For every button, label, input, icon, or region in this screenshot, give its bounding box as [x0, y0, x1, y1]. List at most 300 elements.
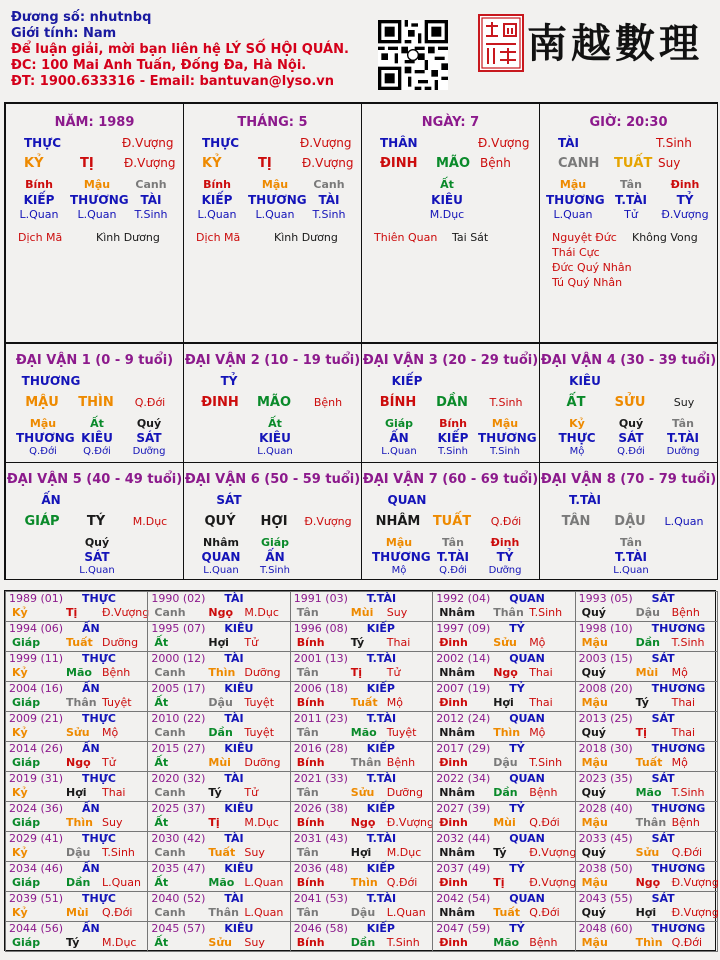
pillar-top-state: T.Sinh	[656, 136, 692, 150]
year-label: 2042 (54)	[436, 892, 491, 905]
year-chi: Dậu	[493, 756, 518, 769]
year-label: 2005 (17)	[151, 682, 206, 695]
year-chi: Dần	[635, 636, 660, 649]
year-chi: Thìn	[350, 876, 378, 889]
year-can: Quý	[581, 726, 606, 739]
dai-van-god: ẤN	[41, 493, 61, 507]
dv-hidden-stem: Ất	[268, 417, 282, 430]
qr-code-icon	[378, 20, 448, 90]
year-state: Thai	[529, 666, 553, 679]
year-chi: Mùi	[350, 606, 374, 619]
year-state: Dưỡng	[244, 666, 281, 679]
dv-hidden-stem: Mậu	[29, 417, 57, 430]
year-can: Ất	[154, 696, 169, 709]
year-can: Canh	[154, 906, 186, 919]
dv-hidden-life: L.Quan	[203, 565, 239, 576]
pillar-title: NGÀY: 7	[421, 115, 480, 130]
year-state: Thai	[529, 696, 553, 709]
dv-hidden-life: Mộ	[569, 446, 585, 457]
year-chi: Dần	[208, 726, 233, 739]
year-chi: Hợi	[208, 636, 229, 649]
year-chi: Mùi	[208, 756, 231, 769]
pillar-branch-god: TỊ	[80, 156, 94, 171]
year-label: 2019 (31)	[9, 772, 64, 785]
dai-van-state: Q.Đới	[134, 396, 166, 409]
year-state: Dưỡng	[102, 636, 139, 649]
year-can: Đinh	[439, 756, 468, 769]
year-state: Suy	[386, 606, 408, 619]
year-can: Kỷ	[12, 666, 28, 679]
year-can: Giáp	[12, 756, 41, 769]
year-label: 2006 (18)	[293, 682, 348, 695]
year-cell	[147, 741, 290, 772]
contact-line-3: ĐT: 1900.633316 - Email: bantuvan@lyso.vn	[11, 74, 335, 89]
year-chi: Ngọ	[350, 816, 376, 829]
dv-hidden-life: L.Quan	[257, 446, 293, 457]
year-chi: Tị	[350, 666, 363, 679]
year-state: M.Dục	[244, 816, 279, 829]
year-chi: Dậu	[66, 846, 91, 859]
year-label: 2015 (27)	[151, 742, 206, 755]
year-label: 2047 (59)	[436, 922, 491, 935]
year-god: THƯƠNG	[651, 802, 706, 815]
dai-van-chi: MÃO	[256, 395, 292, 410]
hidden-life: T.Sinh	[134, 208, 168, 221]
dv-hidden-god: T.TÀI	[667, 431, 699, 445]
star-label: Tú Quý Nhân	[552, 276, 623, 289]
year-cell	[147, 861, 290, 892]
year-label: 2027 (39)	[436, 802, 491, 815]
dv-hidden-stem: Tân	[672, 417, 694, 430]
year-cell	[290, 801, 433, 832]
year-cell	[575, 831, 718, 862]
year-can: Tân	[296, 606, 319, 619]
year-state: Suy	[102, 816, 123, 829]
year-cell	[147, 591, 290, 622]
year-cell	[5, 921, 148, 952]
year-chi: Mão	[635, 786, 662, 799]
year-cell	[290, 771, 433, 802]
year-state: Thai	[671, 696, 696, 709]
star-label: Dịch Mã	[18, 231, 63, 244]
year-label: 2029 (41)	[9, 832, 64, 845]
hidden-god: KIẾP	[201, 193, 233, 207]
year-can: Kỷ	[12, 786, 28, 799]
year-god: KIẾP	[366, 742, 395, 755]
hidden-god: THƯƠNG	[70, 193, 129, 207]
year-label: 1990 (02)	[151, 592, 206, 605]
year-label: 2004 (16)	[9, 682, 64, 695]
year-god: THƯƠNG	[651, 922, 706, 935]
year-chi: Thìn	[493, 726, 521, 739]
year-can: Mậu	[581, 696, 608, 709]
red-seal-icon	[478, 14, 524, 72]
year-chi: Thìn	[66, 816, 93, 829]
year-chi: Tuất	[493, 906, 520, 919]
year-cell	[290, 681, 433, 712]
year-state: Q.Đới	[671, 846, 703, 859]
pillar-title: THÁNG: 5	[237, 115, 308, 130]
year-god: THỰC	[82, 772, 116, 785]
dv-hidden-god: THƯƠNG	[372, 550, 431, 564]
year-label: 2044 (56)	[9, 922, 64, 935]
year-cell	[575, 591, 718, 622]
dv-hidden-god: ẤN	[265, 550, 285, 564]
year-label: 1989 (01)	[9, 592, 64, 605]
year-can: Kỷ	[12, 606, 28, 619]
year-state: Mộ	[671, 756, 688, 769]
year-chi: Tuất	[208, 846, 236, 859]
year-chi: Sửu	[66, 726, 90, 739]
dai-van-god: THƯƠNG	[21, 374, 81, 388]
year-cell	[147, 711, 290, 742]
hidden-stem: Bính	[203, 178, 231, 191]
year-label: 2031 (43)	[293, 832, 348, 845]
year-label: 2001 (13)	[293, 652, 348, 665]
pillar-branch-state: Đ.Vượng	[302, 156, 354, 170]
year-chi: Tý	[208, 786, 222, 799]
year-chi: Thân	[493, 606, 524, 619]
year-label: 2046 (58)	[293, 922, 348, 935]
dai-van-2	[183, 343, 362, 463]
year-label: 1994 (06)	[9, 622, 64, 635]
year-can: Tân	[296, 906, 319, 919]
year-chi: Ngọ	[635, 876, 661, 889]
year-can: Tân	[296, 666, 319, 679]
year-chi: Dậu	[208, 696, 233, 709]
year-cell	[5, 891, 148, 922]
year-cell	[432, 741, 575, 772]
year-can: Mậu	[581, 936, 608, 949]
year-chi: Mùi	[493, 816, 516, 829]
dv-hidden-life: Dưỡng	[488, 565, 522, 576]
dai-van-can: ĐINH	[201, 395, 239, 410]
year-god: QUAN	[509, 652, 545, 665]
hidden-life: L.Quan	[77, 208, 117, 221]
year-can: Đinh	[439, 636, 468, 649]
year-god: SÁT	[651, 592, 675, 605]
year-god: T.TÀI	[366, 592, 397, 605]
year-state: Đ.Vượng	[529, 876, 577, 889]
year-god: TÀI	[224, 592, 244, 605]
year-chi: Sửu	[208, 936, 232, 949]
pillar-title: NĂM: 1989	[54, 115, 135, 130]
dv-hidden-god: TỶ	[496, 550, 514, 564]
year-label: 2023 (35)	[578, 772, 633, 785]
year-can: Ất	[154, 756, 169, 769]
year-cell	[432, 591, 575, 622]
year-can: Bính	[296, 816, 325, 829]
year-label: 2014 (26)	[9, 742, 64, 755]
year-cell	[147, 891, 290, 922]
year-cell	[575, 651, 718, 682]
hidden-life: Tử	[624, 208, 638, 221]
year-can: Giáp	[12, 876, 41, 889]
year-can: Nhâm	[439, 846, 476, 859]
year-chi: Hợi	[350, 846, 372, 859]
year-cell	[5, 621, 148, 652]
dai-van-5	[5, 462, 184, 580]
year-state: Q.Đới	[671, 936, 703, 949]
year-god: THỰC	[82, 652, 116, 665]
dv-hidden-life: Q.Đới	[617, 446, 645, 457]
year-god: TỶ	[509, 622, 525, 635]
contact-line-1: Để luận giải, mời bạn liên hệ LÝ SỐ HỘI QUÁN.	[11, 42, 349, 57]
dv-hidden-stem: Quý	[84, 536, 110, 549]
dai-van-title: ĐẠI VẬN 4 (30 - 39 tuổi)	[540, 353, 717, 368]
year-god: ẤN	[82, 802, 100, 815]
year-god: KIẾP	[366, 682, 395, 695]
hidden-life: L.Quan	[19, 208, 59, 221]
year-can: Bính	[296, 876, 325, 889]
pillar-branch-state: Đ.Vượng	[124, 156, 176, 170]
hidden-god: KIÊU	[431, 193, 463, 207]
year-table	[4, 590, 719, 951]
dai-van-can: MẬU	[25, 395, 59, 410]
year-can: Nhâm	[439, 726, 476, 739]
year-god: T.TÀI	[366, 832, 397, 845]
star-label: Nguyệt Đức	[552, 231, 617, 244]
year-label: 2017 (29)	[436, 742, 491, 755]
year-state: T.Sinh	[102, 846, 135, 859]
year-can: Canh	[154, 786, 186, 799]
year-can: Quý	[581, 666, 606, 679]
year-label: 2007 (19)	[436, 682, 491, 695]
year-cell	[575, 711, 718, 742]
dai-van-8	[539, 462, 718, 580]
hidden-god: THƯƠNG	[546, 193, 605, 207]
dai-van-god: KIẾP	[391, 374, 423, 388]
dai-van-can: NHÂM	[375, 514, 421, 529]
year-god: SÁT	[651, 892, 675, 905]
dai-van-title: ĐẠI VẬN 8 (70 - 79 tuổi)	[540, 472, 717, 487]
hidden-god: TÀI	[140, 193, 162, 207]
year-cell	[290, 591, 433, 622]
year-god: TÀI	[224, 772, 244, 785]
year-chi: Mão	[350, 726, 377, 739]
year-cell	[5, 741, 148, 772]
year-can: Ất	[154, 876, 169, 889]
year-chi: Thìn	[635, 936, 663, 949]
year-cell	[432, 711, 575, 742]
year-can: Ất	[154, 936, 169, 949]
year-cell	[147, 801, 290, 832]
year-can: Nhâm	[439, 786, 476, 799]
year-god: KIẾP	[366, 802, 395, 815]
dv-hidden-life: T.Sinh	[260, 565, 290, 576]
year-state: T.Sinh	[671, 636, 705, 649]
brand-logo: 南越數理	[527, 20, 703, 67]
year-cell	[5, 681, 148, 712]
year-can: Đinh	[439, 876, 468, 889]
year-chi: Dần	[66, 876, 91, 889]
hidden-god: T.TÀI	[615, 193, 647, 207]
dai-van-chi: TÝ	[86, 514, 106, 529]
hidden-stem: Mậu	[83, 178, 111, 191]
year-cell	[5, 831, 148, 862]
year-can: Giáp	[12, 696, 41, 709]
year-label: 2008 (20)	[578, 682, 633, 695]
year-state: Đ.Vượng	[386, 816, 434, 829]
pillar-branch-god: MÃO	[436, 156, 471, 171]
dai-van-god: SÁT	[216, 493, 242, 507]
year-label: 2011 (23)	[293, 712, 348, 725]
year-can: Bính	[296, 636, 325, 649]
dv-hidden-life: T.Sinh	[438, 446, 468, 457]
hidden-life: L.Quan	[553, 208, 593, 221]
year-can: Quý	[581, 606, 606, 619]
dai-van-state: Đ.Vượng	[304, 515, 352, 528]
year-god: THỰC	[82, 712, 116, 725]
dv-hidden-god: KIÊU	[259, 431, 291, 445]
year-god: TÀI	[224, 832, 244, 845]
dai-van-4	[539, 343, 718, 463]
year-chi: Sửu	[493, 636, 517, 649]
year-label: 2039 (51)	[9, 892, 64, 905]
dv-hidden-god: THƯƠNG	[478, 431, 537, 445]
dv-hidden-life: T.Sinh	[490, 446, 520, 457]
dai-van-chi: DẬU	[614, 514, 646, 529]
year-cell	[147, 921, 290, 952]
year-cell	[5, 861, 148, 892]
dv-hidden-stem: Kỷ	[569, 417, 585, 430]
year-cell	[432, 621, 575, 652]
pillar-top-state: Đ.Vượng	[300, 136, 352, 150]
year-god: KIÊU	[224, 682, 254, 695]
dv-hidden-god: KIẾP	[437, 431, 469, 445]
dai-van-chi: THÌN	[78, 395, 114, 410]
dv-hidden-god: THƯƠNG	[16, 431, 75, 445]
year-can: Mậu	[581, 876, 608, 889]
year-can: Tân	[296, 726, 319, 739]
dv-hidden-god: T.TÀI	[615, 550, 647, 564]
year-cell	[575, 771, 718, 802]
dai-van-title: ĐẠI VẬN 2 (10 - 19 tuổi)	[184, 353, 361, 368]
dv-hidden-stem: Quý	[618, 417, 644, 430]
year-label: 2041 (53)	[293, 892, 348, 905]
dai-van-god: QUAN	[387, 493, 427, 507]
year-label: 2035 (47)	[151, 862, 206, 875]
year-god: TỶ	[509, 922, 525, 935]
year-chi: Tuất	[635, 756, 663, 769]
year-cell	[575, 801, 718, 832]
year-cell	[575, 921, 718, 952]
pillar-can-god: KỶ	[24, 156, 44, 171]
dv-hidden-life: L.Quan	[381, 446, 417, 457]
year-state: Bệnh	[102, 666, 131, 679]
dv-hidden-god: T.TÀI	[437, 550, 469, 564]
year-can: Canh	[154, 606, 186, 619]
dai-van-1	[5, 343, 184, 463]
year-state: Đ.Vượng	[671, 876, 719, 889]
year-state: Tuyệt	[244, 696, 275, 709]
hidden-stem: Ất	[440, 178, 454, 191]
dv-hidden-stem: Tân	[442, 536, 464, 549]
year-chi: Mão	[493, 936, 520, 949]
year-can: Giáp	[12, 636, 41, 649]
dv-hidden-stem: Nhâm	[203, 536, 239, 549]
year-state: M.Dục	[244, 606, 279, 619]
year-cell	[432, 681, 575, 712]
year-chi: Tuất	[350, 696, 378, 709]
year-state: Đ.Vượng	[671, 906, 719, 919]
year-state: L.Quan	[386, 906, 426, 919]
dv-hidden-life: Dưỡng	[132, 446, 166, 457]
year-chi: Ngọ	[66, 756, 91, 769]
year-label: 1997 (09)	[436, 622, 491, 635]
year-can: Mậu	[581, 816, 608, 829]
dv-hidden-god: ẤN	[389, 431, 409, 445]
year-label: 2028 (40)	[578, 802, 633, 815]
year-label: 2025 (37)	[151, 802, 206, 815]
year-state: Bệnh	[386, 756, 416, 769]
header-info	[11, 10, 371, 90]
year-cell	[290, 891, 433, 922]
year-cell	[432, 831, 575, 862]
year-god: ẤN	[82, 682, 100, 695]
pillar-branch-god: TỊ	[258, 156, 272, 171]
year-label: 2002 (14)	[436, 652, 491, 665]
hidden-god: TỶ	[676, 193, 694, 207]
year-cell	[147, 621, 290, 652]
dai-van-can: QUÝ	[204, 514, 236, 529]
year-cell	[432, 921, 575, 952]
dai-van-god: KIÊU	[569, 374, 601, 388]
year-god: TÀI	[224, 712, 244, 725]
dv-hidden-life: Mộ	[391, 565, 407, 576]
year-can: Quý	[581, 906, 606, 919]
hidden-stem: Đinh	[670, 178, 700, 191]
dv-hidden-god: QUAN	[201, 550, 241, 564]
pillar-top-god: THÂN	[380, 136, 418, 150]
year-can: Nhâm	[439, 906, 476, 919]
year-cell	[290, 621, 433, 652]
year-chi: Dậu	[350, 906, 376, 919]
pillar-title: GIỜ: 20:30	[589, 115, 668, 130]
year-cell	[290, 921, 433, 952]
year-state: T.Sinh	[386, 936, 420, 949]
year-state: T.Sinh	[671, 786, 705, 799]
dai-van-can: BÍNH	[379, 395, 417, 410]
year-label: 2043 (55)	[578, 892, 633, 905]
year-state: Bệnh	[529, 936, 558, 949]
year-state: T.Sinh	[529, 756, 563, 769]
year-chi: Tý	[66, 936, 80, 949]
dv-hidden-life: Q.Đới	[83, 446, 111, 457]
year-god: SÁT	[651, 772, 675, 785]
year-god: THƯƠNG	[651, 682, 706, 695]
year-god: KIÊU	[224, 622, 254, 635]
year-can: Mậu	[581, 636, 608, 649]
year-god: TỶ	[509, 802, 525, 815]
year-cell	[5, 771, 148, 802]
dv-hidden-god: THỰC	[558, 431, 596, 445]
year-state: Đ.Vượng	[102, 606, 150, 619]
dai-van-state: Bệnh	[313, 396, 343, 409]
year-label: 2020 (32)	[151, 772, 206, 785]
year-god: KIÊU	[224, 742, 254, 755]
star-label: Kình Dương	[96, 231, 160, 244]
year-chi: Thân	[208, 906, 239, 919]
dv-hidden-stem: Giáp	[260, 536, 290, 549]
year-cell	[5, 651, 148, 682]
duong-so-value: nhutnbq	[89, 10, 152, 25]
pillar-1	[183, 103, 362, 343]
year-state: Mộ	[102, 726, 119, 739]
year-cell	[432, 651, 575, 682]
year-label: 2018 (30)	[578, 742, 633, 755]
hidden-life: L.Quan	[197, 208, 237, 221]
